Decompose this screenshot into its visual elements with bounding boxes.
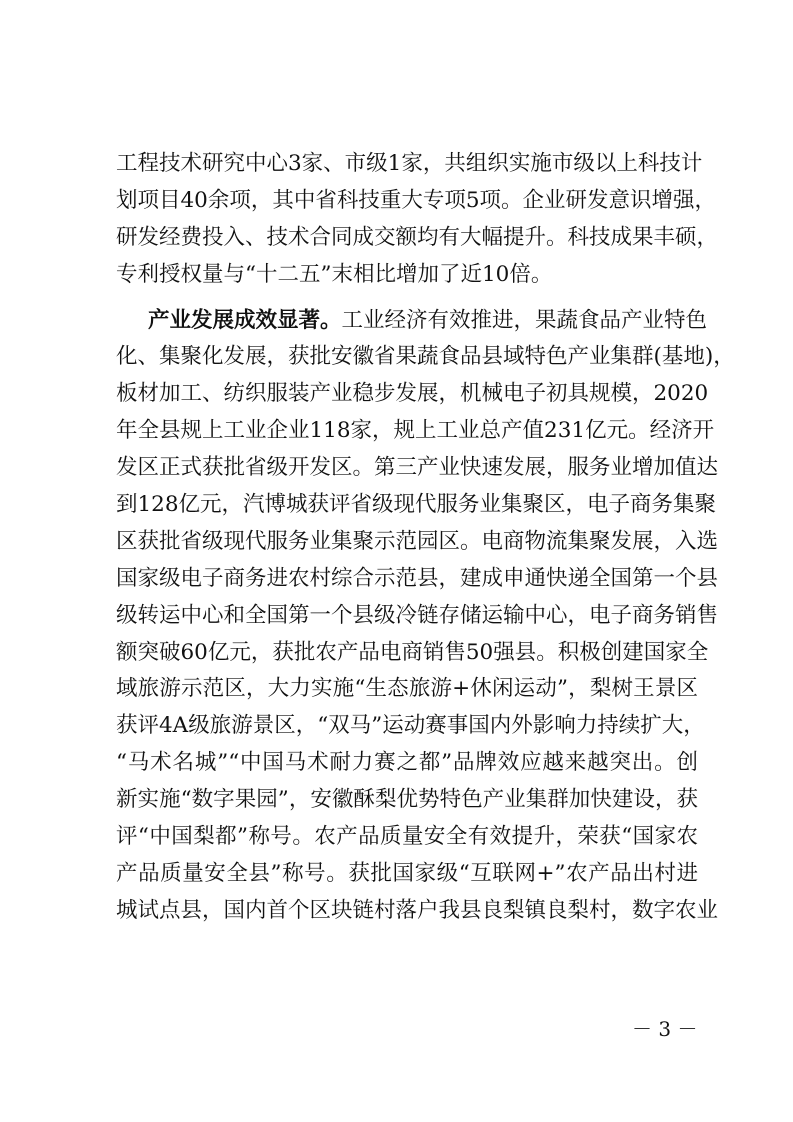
text-line: 化、集聚化发展，获批安徽省果蔬食品县域特色产业集群(基地)， xyxy=(116,344,735,370)
text-line-with-lead xyxy=(116,303,708,340)
paragraph-lead-heading: 产业发展成效显著。 xyxy=(148,307,342,333)
text-line: 获评4A级旅游景区，“双马”运动赛事国内外影响力持续扩大， xyxy=(116,713,705,739)
text-line: 工程技术研究中心3家、市级1家，共组织实施市级以上科技计 xyxy=(116,151,703,176)
text-line: 研发经费投入、技术合同成交额均有大幅提升。科技成果丰硕， xyxy=(116,224,719,250)
paragraph-gap xyxy=(116,294,698,303)
body-text xyxy=(116,146,735,930)
text-line: 专利授权量与“十二五”末相比增加了近10倍。 xyxy=(116,261,553,287)
text-line: 城试点县，国内首个区块链村落户我县良梨镇良梨村，数字农业 xyxy=(116,897,719,923)
page-number: － 3 － xyxy=(632,1017,698,1041)
text-line: 年全县规上工业企业118家，规上工业总产值231亿元。经济开 xyxy=(116,418,715,444)
text-line: “马术名城”“中国马术耐力赛之都”品牌效应越来越突出。创 xyxy=(116,750,698,776)
text-line: 额突破60亿元，获批农产品电商销售50强县。积极创建国家全 xyxy=(116,639,709,665)
text-line: 级转运中心和全国第一个县级冷链存储运输中心，电子商务销售 xyxy=(116,602,719,628)
text-line: 新实施“数字果园”，安徽酥梨优势特色产业集群加快建设，获 xyxy=(116,787,698,813)
text-line: 国家级电子商务进农村综合示范县，建成申通快递全国第一个县 xyxy=(116,565,719,591)
text-line-rest: 工业经济有效推进，果蔬食品产业特色 xyxy=(341,307,708,333)
text-line: 域旅游示范区，大力实施“生态旅游+休闲运动”，梨树王景区 xyxy=(116,676,698,702)
text-line: 区获批省级现代服务业集聚示范园区。电商物流集聚发展，入选 xyxy=(116,528,719,554)
text-line: 产品质量安全县”称号。获批国家级“互联网+”农产品出村进 xyxy=(116,860,698,886)
text-line: 划项目40余项，其中省科技重大专项5项。企业研发意识增强， xyxy=(116,187,717,213)
text-line: 到128亿元，汽博城获评省级现代服务业集聚区，电子商务集聚 xyxy=(116,492,717,518)
text-line: 发区正式获批省级开发区。第三产业快速发展，服务业增加值达 xyxy=(116,455,719,481)
text-line: 评“中国梨都”称号。农产品质量安全有效提升，荣获“国家农 xyxy=(116,824,698,850)
text-line: 板材加工、纺织服装产业稳步发展，机械电子初具规模，2020 xyxy=(116,381,709,407)
